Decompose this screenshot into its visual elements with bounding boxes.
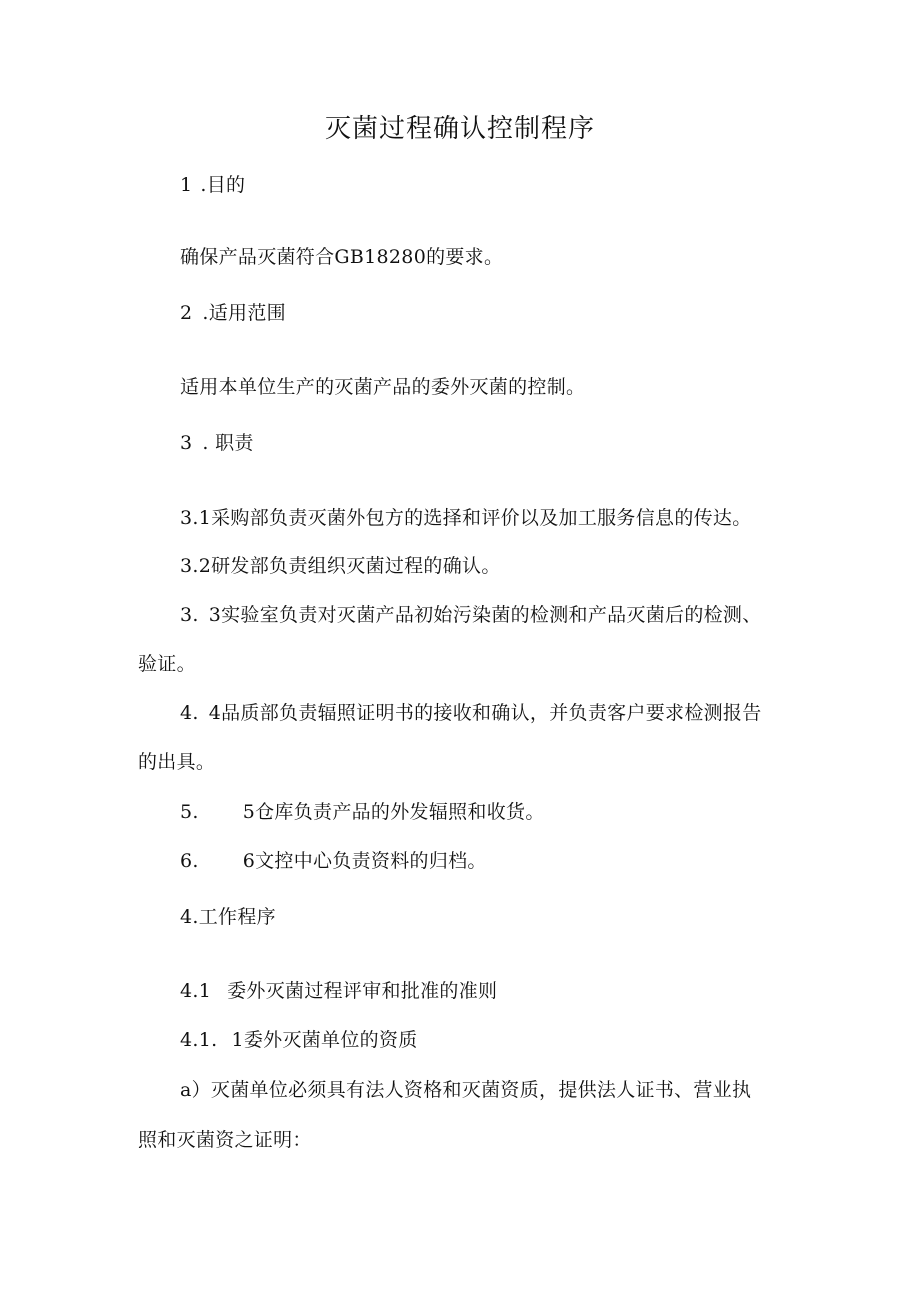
section-2-heading [180, 300, 286, 326]
section-2-body: 适用本单位生产的灭菌产品的委外灭菌的控制。 [180, 376, 586, 398]
section-3-6-number: 6. [180, 850, 199, 872]
section-4-1-number: 4.1 [180, 980, 212, 1002]
section-3-3-text: 3实验室负责对灭菌产品初始污染菌的检测和产品灭菌后的检测、 [208, 604, 762, 626]
item-a-line1: a）灭菌单位必须具有法人资格和灭菌资质，提供法人证书、营业执 [180, 1079, 752, 1101]
section-3-title: . 职责 [202, 432, 254, 454]
section-1-heading [180, 172, 245, 198]
section-4-1-1 [180, 1027, 418, 1053]
section-3-2: 3.2研发部负责组织灭菌过程的确认。 [180, 555, 501, 577]
section-3-6-text: 6文控中心负责资料的归档。 [242, 850, 487, 872]
section-4-1-1-text: 1委外灭菌单位的资质 [231, 1029, 418, 1051]
section-3-3-number: 3. [180, 604, 199, 626]
section-3-4-line1 [180, 700, 762, 726]
section-4-heading: 4.工作程序 [180, 906, 276, 928]
section-2-number: 2 [180, 302, 193, 324]
section-3-number: 3 [180, 432, 193, 454]
section-3-4-number: 4. [180, 702, 199, 724]
section-1-number: 1 [180, 174, 193, 196]
section-4-1-1-number: 4.1. [180, 1029, 218, 1051]
document-title: 灭菌过程确认控制程序 [324, 114, 595, 144]
section-3-5-number: 5. [180, 801, 199, 823]
section-1-body: 确保产品灭菌符合GB18280的要求。 [180, 246, 504, 268]
section-3-1: 3.1采购部负责灭菌外包方的选择和评价以及加工服务信息的传达。 [180, 507, 752, 529]
section-1-title: .目的 [200, 174, 246, 196]
item-a-line2: 照和灭菌资之证明： [138, 1129, 312, 1151]
section-3-5 [180, 799, 545, 825]
section-2-title: .适用范围 [202, 302, 286, 324]
section-3-4-line2: 的出具。 [138, 751, 216, 773]
section-4-1-text: 委外灭菌过程评审和批准的准则 [227, 980, 498, 1002]
section-3-3-line1 [180, 602, 762, 628]
section-3-5-text: 5仓库负责产品的外发辐照和收货。 [242, 801, 545, 823]
section-3-6 [180, 848, 487, 874]
section-3-3-line2: 验证。 [138, 653, 196, 675]
section-3-4-text: 4品质部负责辐照证明书的接收和确认，并负责客户要求检测报告 [208, 702, 762, 724]
section-3-heading [180, 430, 254, 456]
section-4-1 [180, 978, 497, 1004]
